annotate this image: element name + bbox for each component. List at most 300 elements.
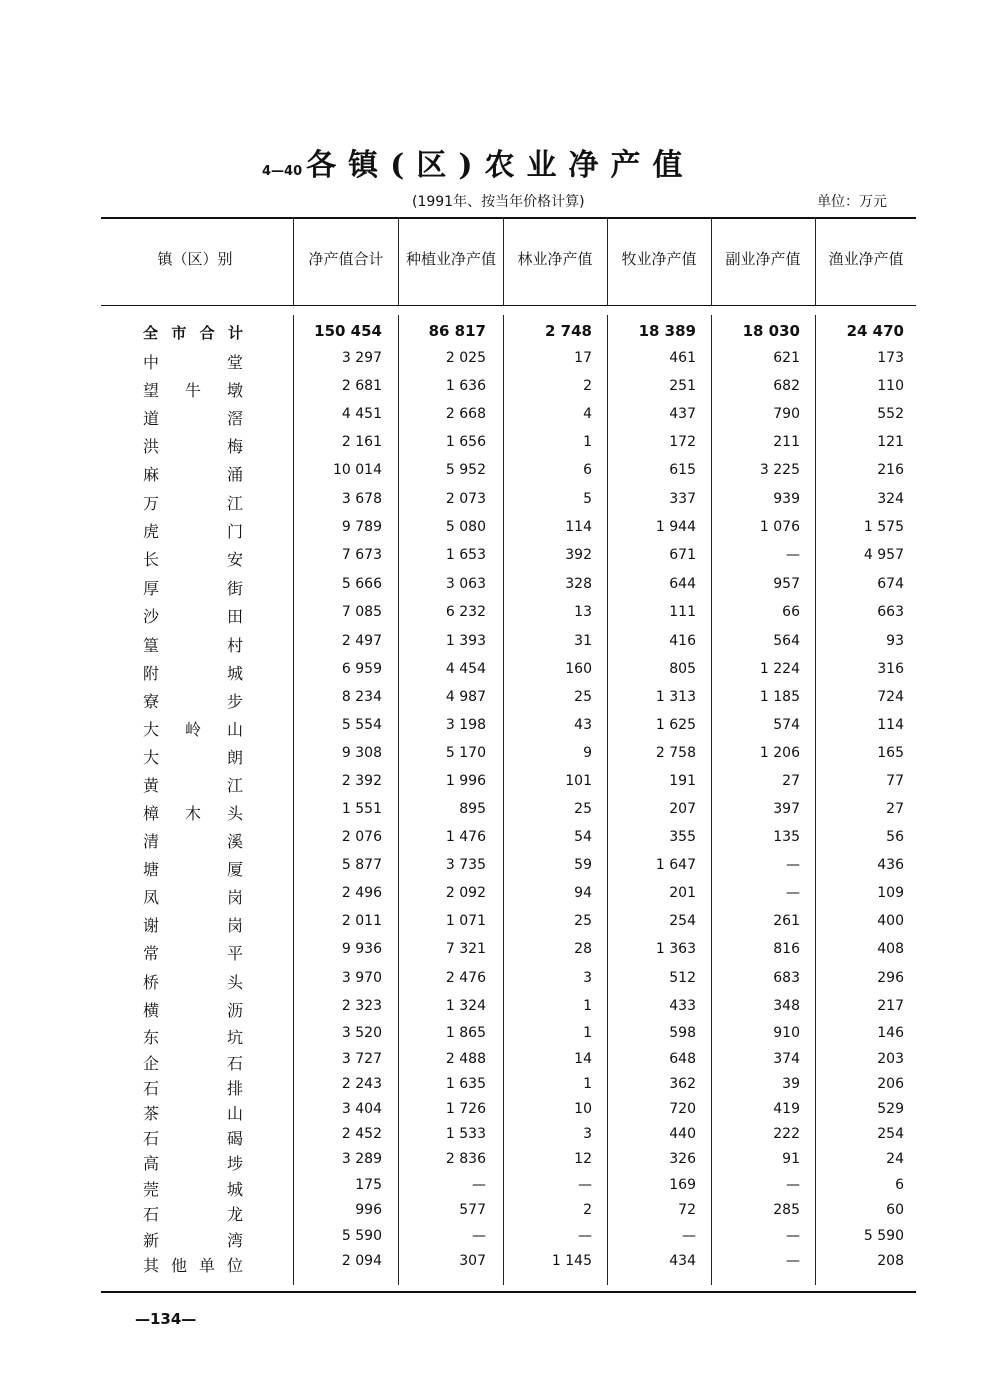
table-cell: 3 297 [341, 350, 382, 366]
table-cell: 8 234 [341, 689, 382, 705]
table-cell: 1 575 [863, 519, 904, 535]
table-cell: 1 656 [445, 434, 486, 450]
table-row [0, 773, 1000, 799]
table-cell: 3 198 [445, 717, 486, 733]
town-name: 全 市 合 计 [143, 324, 243, 342]
header-crop: 种植业净产值 [405, 250, 497, 268]
table-cell: 957 [773, 576, 800, 592]
table-row [0, 970, 1000, 996]
table-cell: 1 476 [445, 829, 486, 845]
table-cell: 939 [773, 491, 800, 507]
table-cell: 674 [877, 576, 904, 592]
table-cell: — [578, 1177, 592, 1193]
table-row [0, 350, 1000, 376]
table-cell: 296 [877, 970, 904, 986]
table-cell: 18 389 [638, 322, 696, 340]
table-cell: 5 080 [445, 519, 486, 535]
table-cell: 31 [574, 633, 592, 649]
table-cell: 114 [565, 519, 592, 535]
table-cell: 5 666 [341, 576, 382, 592]
table-cell: — [786, 857, 800, 873]
table-cell: 3 225 [759, 462, 800, 478]
column-divider [503, 219, 504, 305]
header-fishery: 渔业净产值 [828, 250, 904, 268]
table-cell: 77 [886, 773, 904, 789]
town-name: 清 溪 [143, 832, 243, 851]
town-name: 附 城 [143, 664, 243, 683]
table-cell: 86 817 [428, 322, 486, 340]
town-name: 长 安 [143, 550, 243, 569]
town-name: 莞 城 [143, 1180, 243, 1199]
table-cell: 440 [669, 1126, 696, 1142]
table-cell: 60 [886, 1202, 904, 1218]
table-cell: 720 [669, 1101, 696, 1117]
town-name: 其 他 单 位 [143, 1256, 243, 1275]
table-row [0, 547, 1000, 573]
header-livestock: 牧业净产值 [621, 250, 697, 268]
table-cell: 3 [583, 970, 592, 986]
page-number: —134— [135, 1310, 197, 1328]
table-cell: 24 470 [846, 322, 904, 340]
table-row [0, 434, 1000, 460]
table-cell: 2 243 [341, 1076, 382, 1092]
table-cell: 362 [669, 1076, 696, 1092]
table-cell: — [472, 1177, 486, 1193]
table-cell: 3 289 [341, 1151, 382, 1167]
table-cell: 12 [574, 1151, 592, 1167]
table-cell: 3 063 [445, 576, 486, 592]
table-cell: 114 [877, 717, 904, 733]
table-row [0, 857, 1000, 883]
table-cell: 324 [877, 491, 904, 507]
table-cell: 2 094 [341, 1253, 382, 1269]
table-cell: 172 [669, 434, 696, 450]
table-cell: 671 [669, 547, 696, 563]
table-cell: 1 076 [759, 519, 800, 535]
table-cell: 4 [583, 406, 592, 422]
table-cell: 663 [877, 604, 904, 620]
table-cell: — [786, 1177, 800, 1193]
table-row [0, 491, 1000, 517]
table-cell: 10 014 [333, 462, 382, 478]
table-cell: 203 [877, 1051, 904, 1067]
table-cell: 28 [574, 941, 592, 957]
town-name: 虎 门 [143, 522, 243, 541]
table-cell: 1 224 [759, 661, 800, 677]
table-cell: 434 [669, 1253, 696, 1269]
table-row [0, 633, 1000, 659]
table-cell: 13 [574, 604, 592, 620]
table-cell: 150 454 [314, 322, 382, 340]
table-row [0, 1076, 1000, 1102]
town-name: 东 坑 [143, 1028, 243, 1047]
table-cell: 2 748 [545, 322, 592, 340]
town-name: 道 滘 [143, 409, 243, 428]
top-rule [101, 217, 916, 219]
table-cell: 66 [782, 604, 800, 620]
town-name: 寮 步 [143, 692, 243, 711]
table-cell: 2 488 [445, 1051, 486, 1067]
table-cell: 644 [669, 576, 696, 592]
table-cell: 91 [782, 1151, 800, 1167]
column-divider [607, 219, 608, 305]
title-text: 各镇(区)农业净产值 [306, 148, 695, 183]
table-cell: 111 [669, 604, 696, 620]
table-cell: 18 030 [742, 322, 800, 340]
table-cell: 2 497 [341, 633, 382, 649]
table-cell: 419 [773, 1101, 800, 1117]
town-name: 凤 岗 [143, 888, 243, 907]
table-cell: 392 [565, 547, 592, 563]
table-cell: 461 [669, 350, 696, 366]
table-cell: 307 [459, 1253, 486, 1269]
table-cell: 2 092 [445, 885, 486, 901]
table-cell: 7 085 [341, 604, 382, 620]
table-cell: 577 [459, 1202, 486, 1218]
table-cell: — [786, 547, 800, 563]
table-cell: 433 [669, 998, 696, 1014]
town-name: 常 平 [143, 944, 243, 963]
table-cell: 25 [574, 689, 592, 705]
table-cell: 5 [583, 491, 592, 507]
table-cell: 1 635 [445, 1076, 486, 1092]
table-cell: 25 [574, 801, 592, 817]
table-cell: 9 [583, 745, 592, 761]
table-cell: 3 404 [341, 1101, 382, 1117]
table-cell: 1 [583, 1025, 592, 1041]
table-cell: 24 [886, 1151, 904, 1167]
town-name: 石 碣 [143, 1129, 243, 1148]
table-cell: 5 554 [341, 717, 382, 733]
bottom-rule [101, 1291, 916, 1293]
column-divider [293, 219, 294, 305]
table-cell: — [472, 1228, 486, 1244]
table-cell: 4 987 [445, 689, 486, 705]
table-row [0, 1101, 1000, 1127]
town-name: 高 埗 [143, 1154, 243, 1173]
header-sideline: 副业净产值 [725, 250, 801, 268]
town-name: 桥 头 [143, 973, 243, 992]
table-row [0, 322, 1000, 348]
table-cell: 1 865 [445, 1025, 486, 1041]
table-cell: 1 653 [445, 547, 486, 563]
table-cell: 146 [877, 1025, 904, 1041]
table-cell: 648 [669, 1051, 696, 1067]
table-cell: 1 071 [445, 913, 486, 929]
table-cell: 4 451 [341, 406, 382, 422]
table-cell: 7 673 [341, 547, 382, 563]
table-cell: 3 970 [341, 970, 382, 986]
town-name: 洪 梅 [143, 437, 243, 456]
table-cell: 1 944 [655, 519, 696, 535]
table-cell: 3 735 [445, 857, 486, 873]
table-cell: 816 [773, 941, 800, 957]
table-cell: 552 [877, 406, 904, 422]
table-cell: 10 [574, 1101, 592, 1117]
table-cell: 1 145 [551, 1253, 592, 1269]
table-cell: 251 [669, 378, 696, 394]
table-cell: 437 [669, 406, 696, 422]
town-name: 望 牛 墩 [143, 381, 243, 400]
table-cell: 2 161 [341, 434, 382, 450]
table-cell: 1 [583, 998, 592, 1014]
table-row [0, 829, 1000, 855]
table-cell: 27 [886, 801, 904, 817]
table-cell: 2 681 [341, 378, 382, 394]
table-cell: 5 590 [341, 1228, 382, 1244]
table-cell: 6 232 [445, 604, 486, 620]
table-cell: 348 [773, 998, 800, 1014]
table-cell: 1 625 [655, 717, 696, 733]
table-row [0, 913, 1000, 939]
header-town: 镇（区）别 [157, 250, 233, 268]
table-cell: 3 [583, 1126, 592, 1142]
table-cell: 374 [773, 1051, 800, 1067]
table-cell: 4 957 [863, 547, 904, 563]
header-rule [101, 305, 916, 306]
table-cell: 254 [877, 1126, 904, 1142]
table-cell: 2 [583, 378, 592, 394]
table-cell: 337 [669, 491, 696, 507]
table-cell: 27 [782, 773, 800, 789]
table-cell: 805 [669, 661, 696, 677]
table-cell: 9 789 [341, 519, 382, 535]
table-cell: 4 454 [445, 661, 486, 677]
table-cell: — [682, 1228, 696, 1244]
table-cell: 165 [877, 745, 904, 761]
table-cell: 316 [877, 661, 904, 677]
table-cell: 201 [669, 885, 696, 901]
column-divider [711, 219, 712, 305]
town-name: 万 江 [143, 494, 243, 513]
table-cell: — [786, 1253, 800, 1269]
table-cell: 1 636 [445, 378, 486, 394]
table-cell: 17 [574, 350, 592, 366]
table-cell: 109 [877, 885, 904, 901]
table-cell: 54 [574, 829, 592, 845]
table-row [0, 885, 1000, 911]
town-name: 大 岭 山 [143, 720, 243, 739]
table-cell: 910 [773, 1025, 800, 1041]
table-cell: 1 647 [655, 857, 696, 873]
table-row [0, 1126, 1000, 1152]
town-name: 石 龙 [143, 1205, 243, 1224]
table-cell: 7 321 [445, 941, 486, 957]
table-cell: 2 011 [341, 913, 382, 929]
header-forestry: 林业净产值 [517, 250, 593, 268]
town-name: 横 沥 [143, 1001, 243, 1020]
table-cell: 25 [574, 913, 592, 929]
table-cell: 6 959 [341, 661, 382, 677]
table-cell: 2 452 [341, 1126, 382, 1142]
table-cell: 191 [669, 773, 696, 789]
table-row [0, 745, 1000, 771]
table-cell: 574 [773, 717, 800, 733]
table-row [0, 1025, 1000, 1051]
column-divider [815, 219, 816, 305]
table-row [0, 576, 1000, 602]
town-name: 篁 村 [143, 636, 243, 655]
table-cell: 6 [583, 462, 592, 478]
table-row [0, 661, 1000, 687]
town-name: 樟 木 头 [143, 804, 243, 823]
table-cell: 683 [773, 970, 800, 986]
table-row [0, 519, 1000, 545]
table-cell: — [786, 1228, 800, 1244]
town-name: 谢 岗 [143, 916, 243, 935]
table-cell: 254 [669, 913, 696, 929]
table-row [0, 801, 1000, 827]
table-cell: 3 678 [341, 491, 382, 507]
table-cell: — [578, 1228, 592, 1244]
table-cell: 1 551 [341, 801, 382, 817]
header-total: 净产值合计 [308, 250, 384, 268]
table-cell: 2 076 [341, 829, 382, 845]
table-cell: 397 [773, 801, 800, 817]
column-divider [398, 219, 399, 305]
table-cell: 101 [565, 773, 592, 789]
table-cell: 222 [773, 1126, 800, 1142]
table-cell: 2 496 [341, 885, 382, 901]
table-cell: 1 [583, 1076, 592, 1092]
table-cell: 6 [895, 1177, 904, 1193]
table-cell: 2 [583, 1202, 592, 1218]
table-cell: 682 [773, 378, 800, 394]
table-cell: 216 [877, 462, 904, 478]
table-cell: 408 [877, 941, 904, 957]
table-cell: 2 323 [341, 998, 382, 1014]
table-cell: 326 [669, 1151, 696, 1167]
unit-label: 单位：万元 [817, 194, 887, 210]
table-cell: 5 590 [863, 1228, 904, 1244]
table-row [0, 941, 1000, 967]
table-cell: 529 [877, 1101, 904, 1117]
town-name: 麻 涌 [143, 465, 243, 484]
table-cell: 169 [669, 1177, 696, 1193]
table-cell: 261 [773, 913, 800, 929]
table-cell: 328 [565, 576, 592, 592]
town-name: 石 排 [143, 1079, 243, 1098]
town-name: 塘 厦 [143, 860, 243, 879]
table-cell: 564 [773, 633, 800, 649]
table-cell: 355 [669, 829, 696, 845]
table-cell: 285 [773, 1202, 800, 1218]
table-cell: 5 170 [445, 745, 486, 761]
table-cell: 175 [355, 1177, 382, 1193]
table-cell: 615 [669, 462, 696, 478]
table-row [0, 1151, 1000, 1177]
table-cell: 1 533 [445, 1126, 486, 1142]
table-cell: 173 [877, 350, 904, 366]
table-cell: 1 [583, 434, 592, 450]
table-cell: 135 [773, 829, 800, 845]
table-title [262, 140, 695, 183]
table-cell: 1 185 [759, 689, 800, 705]
table-cell: 5 952 [445, 462, 486, 478]
table-row [0, 1228, 1000, 1254]
table-cell: 211 [773, 434, 800, 450]
town-name: 中 堂 [143, 353, 243, 372]
town-name: 新 湾 [143, 1231, 243, 1250]
table-cell: 416 [669, 633, 696, 649]
table-cell: 56 [886, 829, 904, 845]
table-cell: 206 [877, 1076, 904, 1092]
town-name: 厚 街 [143, 579, 243, 598]
table-row [0, 689, 1000, 715]
table-row [0, 1202, 1000, 1228]
table-cell: 217 [877, 998, 904, 1014]
table-cell: 2 392 [341, 773, 382, 789]
table-cell: 1 996 [445, 773, 486, 789]
town-name: 沙 田 [143, 607, 243, 626]
table-row [0, 1253, 1000, 1279]
subtitle: (1991年、按当年价格计算) [412, 194, 585, 210]
table-cell: — [786, 885, 800, 901]
table-cell: 790 [773, 406, 800, 422]
table-cell: 39 [782, 1076, 800, 1092]
table-row [0, 717, 1000, 743]
town-name: 茶 山 [143, 1104, 243, 1123]
table-cell: 110 [877, 378, 904, 394]
table-cell: 996 [355, 1202, 382, 1218]
table-cell: 93 [886, 633, 904, 649]
table-cell: 208 [877, 1253, 904, 1269]
table-cell: 2 073 [445, 491, 486, 507]
table-row [0, 604, 1000, 630]
table-cell: 400 [877, 913, 904, 929]
town-name: 大 朗 [143, 748, 243, 767]
table-cell: 14 [574, 1051, 592, 1067]
table-cell: 3 727 [341, 1051, 382, 1067]
table-cell: 207 [669, 801, 696, 817]
table-cell: 43 [574, 717, 592, 733]
table-cell: 1 726 [445, 1101, 486, 1117]
table-cell: 436 [877, 857, 904, 873]
table-cell: 1 363 [655, 941, 696, 957]
town-name: 黄 江 [143, 776, 243, 795]
table-cell: 5 877 [341, 857, 382, 873]
table-row [0, 462, 1000, 488]
table-cell: 1 313 [655, 689, 696, 705]
table-cell: 160 [565, 661, 592, 677]
town-name: 企 石 [143, 1054, 243, 1073]
table-cell: 724 [877, 689, 904, 705]
table-row [0, 1177, 1000, 1203]
table-cell: 9 308 [341, 745, 382, 761]
table-cell: 2 836 [445, 1151, 486, 1167]
table-cell: 1 206 [759, 745, 800, 761]
table-number: 4—40 [262, 164, 303, 179]
table-cell: 621 [773, 350, 800, 366]
table-cell: 1 324 [445, 998, 486, 1014]
table-cell: 94 [574, 885, 592, 901]
table-row [0, 378, 1000, 404]
table-cell: 3 520 [341, 1025, 382, 1041]
table-cell: 59 [574, 857, 592, 873]
table-cell: 512 [669, 970, 696, 986]
table-cell: 2 668 [445, 406, 486, 422]
table-cell: 895 [459, 801, 486, 817]
table-cell: 2 476 [445, 970, 486, 986]
table-cell: 9 936 [341, 941, 382, 957]
table-cell: 72 [678, 1202, 696, 1218]
table-row [0, 1051, 1000, 1077]
table-row [0, 406, 1000, 432]
table-cell: 2 758 [655, 745, 696, 761]
table-cell: 1 393 [445, 633, 486, 649]
table-cell: 598 [669, 1025, 696, 1041]
table-cell: 2 025 [445, 350, 486, 366]
